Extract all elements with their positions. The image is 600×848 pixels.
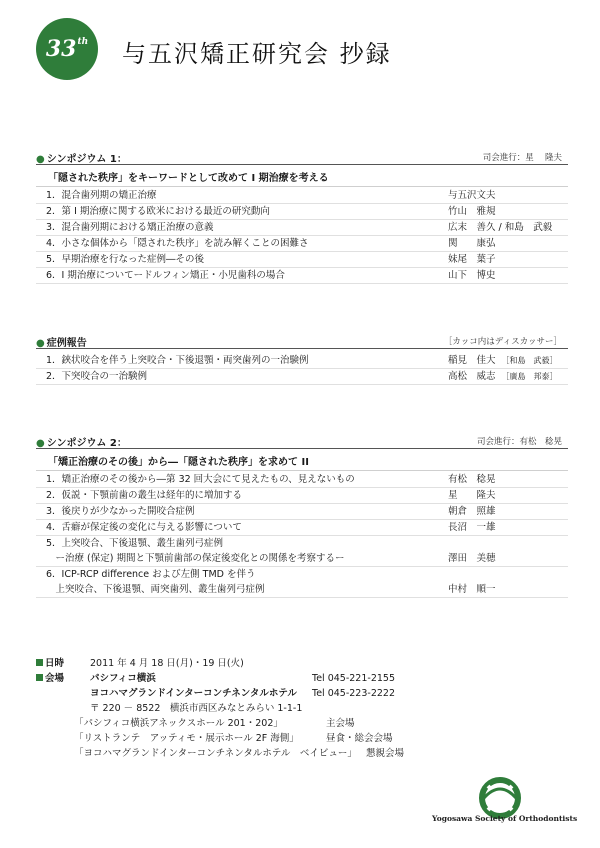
bullet-icon: ● — [36, 438, 45, 449]
item-author: 高松 威志 — [448, 371, 496, 382]
hall-use: 昼食・総会会場 — [326, 733, 393, 744]
item-author: 広末 善久 / 和島 武毅 — [448, 222, 553, 233]
item-title: ー治療 (保定) 期間と下顎前歯部の保定後変化との関係を考察するー — [46, 553, 345, 564]
date-value: 2011 年 4 月 18 日(月)・19 日(火) — [90, 658, 244, 669]
item-author: 澤田 美穂 — [448, 553, 496, 564]
item-author: 与五沢文夫 — [448, 190, 496, 201]
list-item — [36, 188, 568, 204]
edition-badge — [36, 18, 98, 80]
venue-label: 会場 — [45, 673, 65, 684]
item-author: 妹尾 葉子 — [448, 254, 496, 265]
item-title: 上突咬合、下後退顎、両突歯列、叢生歯列弓症例 — [46, 584, 265, 595]
list-item — [36, 536, 568, 551]
item-title: 6．I 期治療についてードルフィン矯正・小児歯科の場合 — [46, 270, 285, 281]
hall-name: 「パシフィコ横浜アネックスホール 201・202」 — [74, 718, 283, 729]
hall-use: 懇親会場 — [366, 748, 405, 759]
edition-number: 33 — [45, 36, 77, 62]
square-bullet-icon — [36, 674, 43, 681]
item-discussant: ［廣島 邦泰］ — [501, 372, 558, 381]
edition-suffix: th — [77, 37, 89, 47]
item-title: 1．矯正治療のその後から―第 32 回大会にて見えたもの、見えないもの — [46, 474, 355, 485]
symposium-1-theme: 「隠された秩序」をキーワードとして改めて I 期治療を考える — [36, 165, 568, 187]
item-title: 5．早期治療を行なった症例―その後 — [46, 254, 205, 265]
case-report-label: 症例報告 — [46, 338, 87, 349]
symposium-2-moderator: 司会進行：有松 稔晃 — [476, 437, 562, 447]
list-item — [36, 353, 568, 369]
venue-line — [36, 671, 456, 686]
venue-1-tel: Tel 045-221-2155 — [312, 673, 395, 684]
event-info — [36, 656, 456, 761]
bullet-icon: ● — [36, 154, 45, 165]
list-item — [36, 567, 568, 582]
list-item — [36, 488, 568, 504]
address: 〒 220 － 8522 横浜市西区みなとみらい 1-1-1 — [90, 703, 303, 714]
symposium-1-section — [36, 150, 568, 284]
hall-name: 「ヨコハマグランドインターコンチネンタルホテル ベイビュー」 — [74, 748, 357, 759]
bullet-icon: ● — [36, 338, 45, 349]
symposium-1-moderator: 司会進行：星 隆夫 — [482, 153, 562, 163]
list-item — [36, 504, 568, 520]
symposium-2-heading — [36, 434, 568, 449]
list-item — [36, 236, 568, 252]
square-bullet-icon — [36, 659, 43, 666]
list-item — [36, 268, 568, 284]
item-author: 関 康弘 — [448, 238, 496, 249]
item-title: 6．ICP-RCP difference および左側 TMD を伴う — [46, 569, 256, 580]
venue-2-tel: Tel 045-223-2222 — [312, 688, 395, 699]
symposium-2-section — [36, 434, 568, 598]
item-author: 山下 博史 — [448, 270, 496, 281]
item-title: 4．小さな個体から「隠された秩序」を読み解くことの困難さ — [46, 238, 309, 249]
hall-name: 「リストランテ アッティモ・展示ホール 2F 海側」 — [74, 733, 299, 744]
item-author: 竹山 雅規 — [448, 206, 496, 217]
list-item — [36, 204, 568, 220]
society-logo-text: Yogosawa Society of Orthodontists — [432, 814, 578, 823]
item-title: 2．下突咬合の一治験例 — [46, 371, 148, 382]
venue-2-line — [36, 686, 456, 701]
venue-1: パシフィコ横浜 — [90, 673, 156, 684]
date-label: 日時 — [45, 658, 65, 669]
item-title: 1．鋏状咬合を伴う上突咬合・下後退顎・両突歯列の一治験例 — [46, 355, 309, 366]
hall-line — [36, 716, 456, 731]
item-title: 3．後戻りが少なかった開咬合症例 — [46, 506, 195, 517]
case-report-section — [36, 334, 568, 385]
item-title: 4．舌癖が保定後の変化に与える影響について — [46, 522, 242, 533]
item-author: 朝倉 照雄 — [448, 506, 496, 517]
case-report-note: ［カッコ内はディスカッサー］ — [443, 337, 562, 347]
list-item — [36, 220, 568, 236]
hall-line — [36, 746, 456, 761]
hall-line — [36, 731, 456, 746]
item-author: 有松 稔晃 — [448, 474, 496, 485]
list-item — [36, 582, 568, 598]
symposium-1-heading — [36, 150, 568, 165]
date-line — [36, 656, 456, 671]
item-title: 3．混合歯列期における矯正治療の意義 — [46, 222, 214, 233]
symposium-2-label: シンポジウム 2： — [46, 438, 127, 449]
item-author: 稲見 佳大 — [448, 355, 496, 366]
item-discussant: ［和島 武毅］ — [501, 356, 558, 365]
symposium-2-theme: 「矯正治療のその後」から―「隠された秩序」を求めて II — [36, 449, 568, 471]
item-author: 星 隆夫 — [448, 490, 496, 501]
item-author: 中村 順一 — [448, 584, 496, 595]
society-logo-icon — [436, 776, 568, 832]
item-title: 2．仮説・下顎前歯の叢生は経年的に増加する — [46, 490, 243, 501]
list-item — [36, 369, 568, 385]
hall-use: 主会場 — [326, 718, 355, 729]
page-title: 与五沢矯正研究会 抄録 — [122, 40, 392, 68]
list-item — [36, 252, 568, 268]
list-item — [36, 520, 568, 536]
address-line — [36, 701, 456, 716]
case-report-heading — [36, 334, 568, 349]
symposium-1-label: シンポジウム 1： — [46, 154, 127, 165]
venue-2: ヨコハマグランドインターコンチネンタルホテル — [90, 688, 297, 699]
item-title: 5．上突咬合、下後退顎、叢生歯列弓症例 — [46, 538, 224, 549]
list-item — [36, 551, 568, 567]
item-title: 1．混合歯列期の矯正治療 — [46, 190, 157, 201]
item-title: 2．第 I 期治療に関する欧米における最近の研究動向 — [46, 206, 270, 217]
item-author: 長沼 一雄 — [448, 522, 496, 533]
list-item — [36, 472, 568, 488]
